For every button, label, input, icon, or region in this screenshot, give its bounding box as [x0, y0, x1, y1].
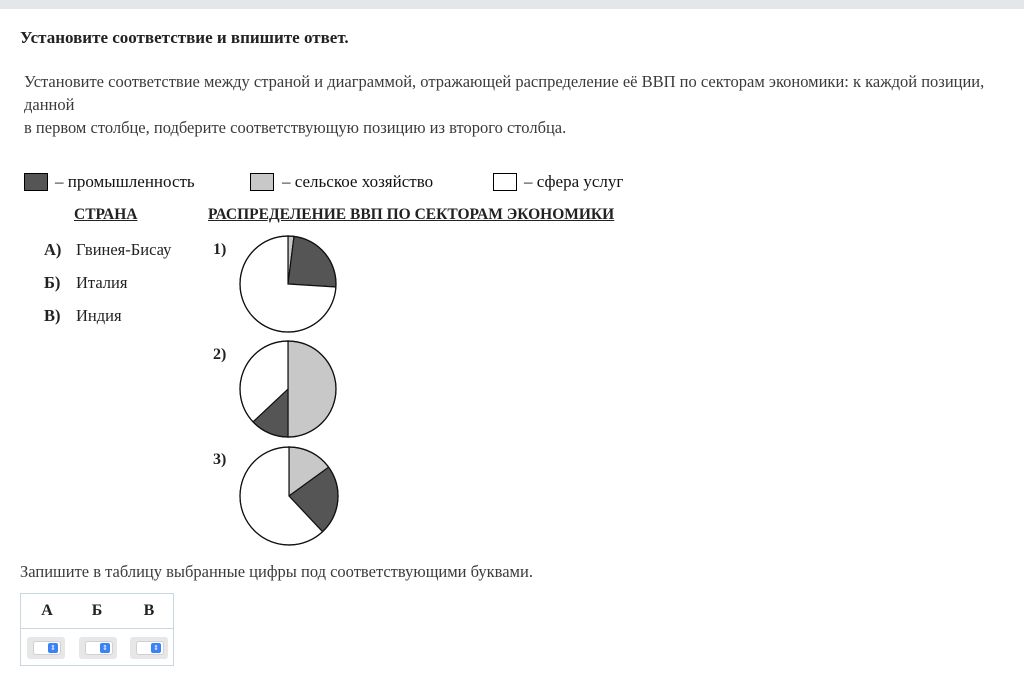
- pie-chart-1: [239, 235, 339, 335]
- legend-industry-label: – промышленность: [55, 172, 195, 191]
- select-box[interactable]: [136, 641, 164, 655]
- task-line: Установите соответствие между страной и диаграммой, отражающей распределение её ВВП по секторам экономики: к каждой позиции, данной: [24, 72, 985, 114]
- pie-chart-2: [239, 340, 339, 440]
- pie-slice-agriculture: [288, 341, 336, 437]
- answer-select-v[interactable]: [130, 637, 168, 659]
- pie-label: 3): [213, 451, 227, 468]
- answer-select-b[interactable]: [79, 637, 117, 659]
- task-title: Установите соответствие и впишите ответ.: [20, 28, 349, 47]
- task-text: [24, 70, 1014, 139]
- industry-swatch: [24, 173, 48, 191]
- pie-label: 2): [213, 346, 227, 363]
- answer-table-header: [21, 594, 173, 629]
- column-header-v: В: [143, 602, 155, 619]
- select-arrows-icon: ⇕: [48, 643, 58, 653]
- select-box[interactable]: [85, 641, 113, 655]
- legend-services-label: – сфера услуг: [524, 172, 624, 191]
- country-letter: А): [44, 240, 62, 259]
- country-letter: В): [44, 306, 61, 325]
- instruction-text: Запишите в таблицу выбранные цифры под соответствующими буквами.: [20, 562, 533, 581]
- pie-chart-3: [239, 446, 341, 548]
- country-row: [44, 240, 171, 260]
- legend-agriculture-label: – сельское хозяйство: [282, 172, 434, 191]
- country-header: СТРАНА: [74, 206, 138, 223]
- gdp-header: РАСПРЕДЕЛЕНИЕ ВВП ПО СЕКТОРАМ ЭКОНОМИКИ: [208, 206, 615, 223]
- country-row: [44, 273, 127, 293]
- pie-label: 1): [213, 241, 227, 258]
- country-letter: Б): [44, 273, 61, 292]
- select-box[interactable]: [33, 641, 61, 655]
- top-bar: [0, 0, 1024, 9]
- column-header-a: А: [41, 602, 53, 619]
- task-line: в первом столбце, подберите соответствующую позицию из второго столбца.: [24, 118, 567, 137]
- select-arrows-icon: ⇕: [100, 643, 110, 653]
- column-header-b: Б: [91, 602, 103, 619]
- pie-slice-industry: [288, 236, 336, 287]
- country-name: Италия: [76, 273, 128, 292]
- country-row: [44, 306, 122, 326]
- services-swatch: [493, 173, 517, 191]
- country-name: Гвинея-Бисау: [76, 240, 172, 259]
- agriculture-swatch: [250, 173, 274, 191]
- country-name: Индия: [76, 306, 122, 325]
- answer-table: [20, 593, 174, 666]
- select-arrows-icon: ⇕: [151, 643, 161, 653]
- answer-select-a[interactable]: [27, 637, 65, 659]
